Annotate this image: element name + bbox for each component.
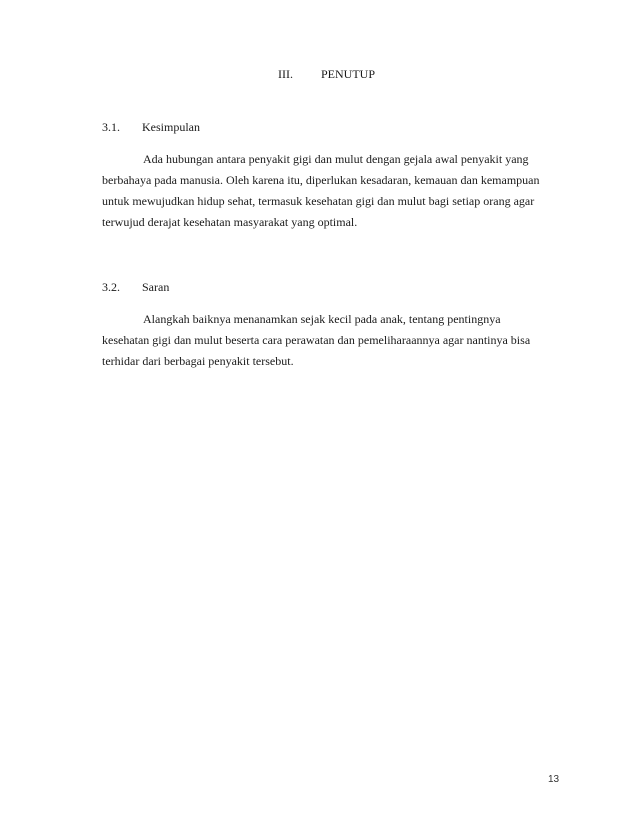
- section-title: Kesimpulan: [142, 120, 200, 134]
- paragraph-line: berbahaya pada manusia. Oleh karena itu, diperlukan kesadaran, kemauan dan kemampuan: [102, 173, 540, 187]
- section-title: Saran: [142, 280, 170, 294]
- chapter-title: PENUTUP: [321, 67, 376, 81]
- page-number: 13: [548, 774, 560, 785]
- paragraph-line: Ada hubungan antara penyakit gigi dan mulut dengan gejala awal penyakit yang: [143, 152, 529, 166]
- paragraph-line: untuk mewujudkan hidup sehat, termasuk kesehatan gigi dan mulut bagi setiap orang agar: [102, 194, 535, 208]
- section-number: 3.2.: [102, 280, 120, 294]
- chapter-heading: [0, 67, 638, 83]
- paragraph-line: Alangkah baiknya menanamkan sejak kecil pada anak, tentang pentingnya: [143, 312, 501, 326]
- chapter-number: III.: [278, 67, 293, 81]
- paragraph-line: terhidar dari berbagai penyakit tersebut.: [102, 354, 294, 368]
- paragraph-line: terwujud derajat kesehatan masyarakat yang optimal.: [102, 215, 358, 229]
- section-number: 3.1.: [102, 120, 120, 134]
- paragraph-line: kesehatan gigi dan mulut beserta cara perawatan dan pemeliharaannya agar nantinya bisa: [102, 333, 531, 347]
